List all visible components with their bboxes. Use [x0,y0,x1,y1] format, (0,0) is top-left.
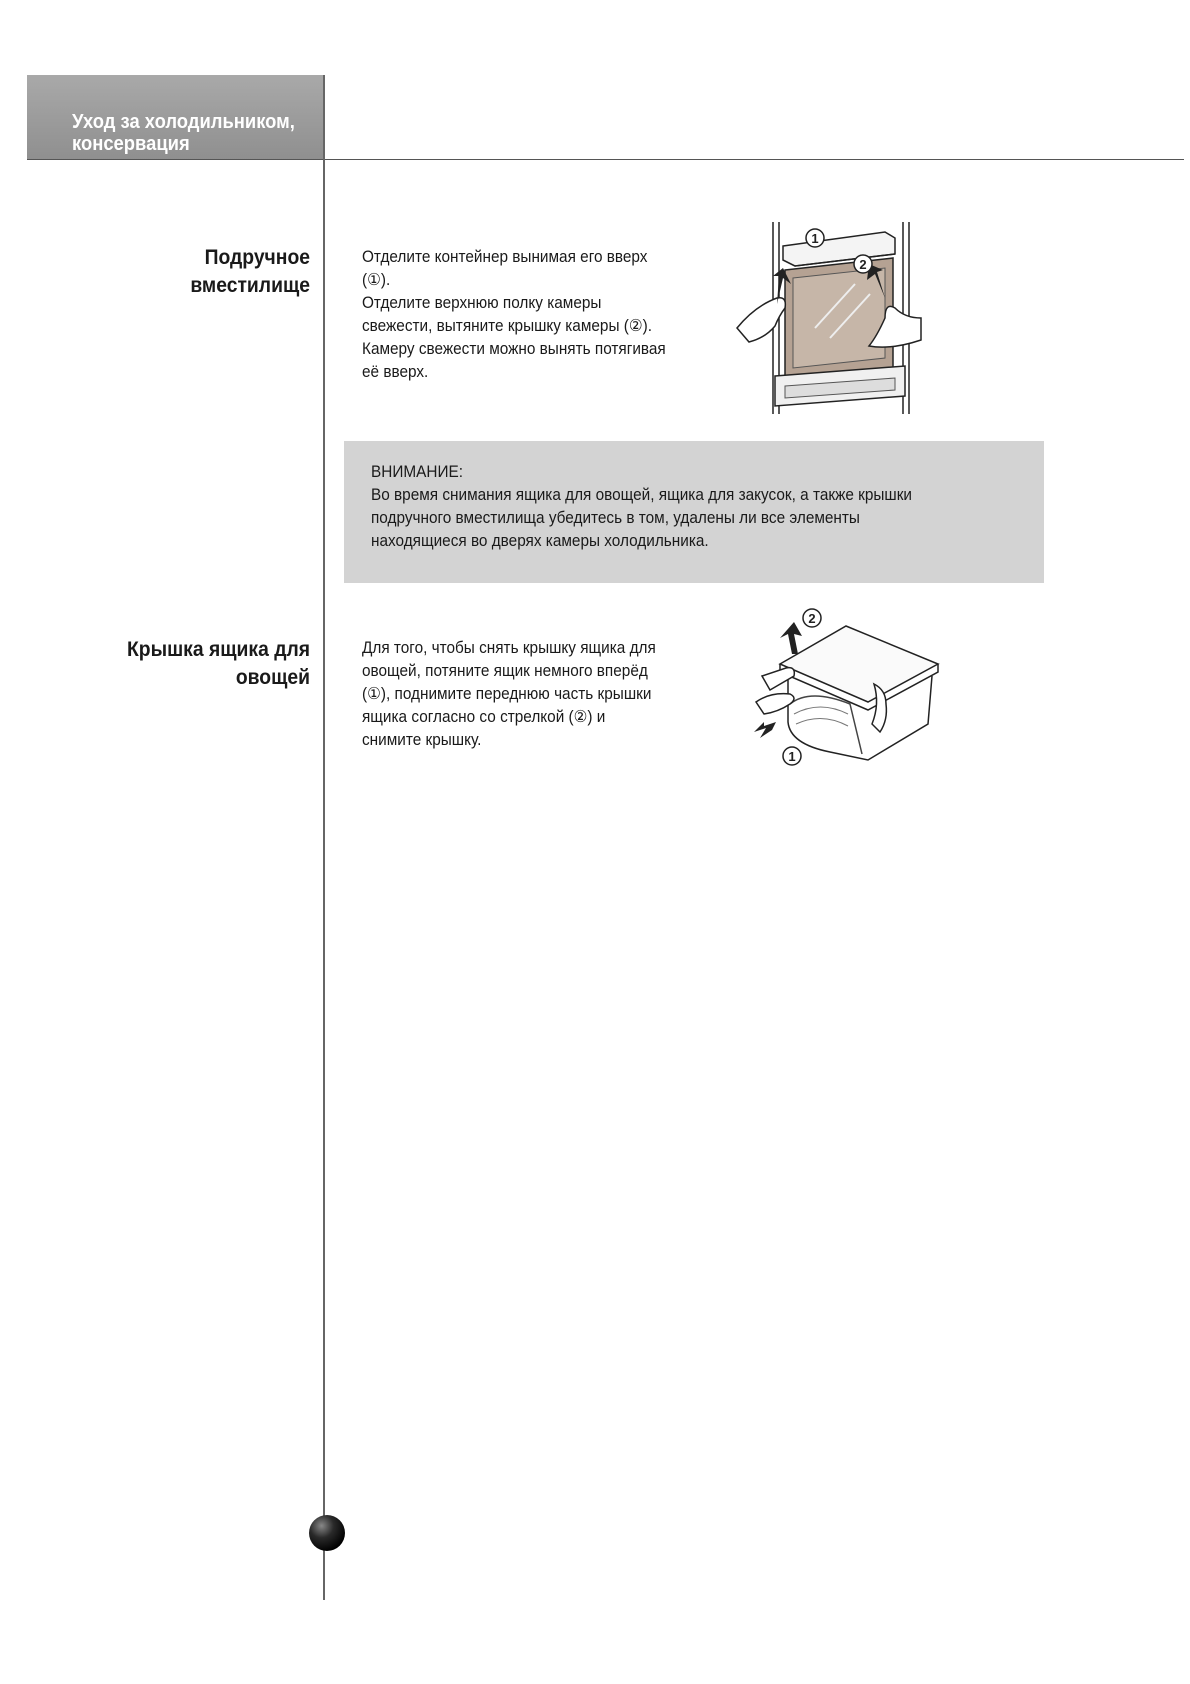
section-1-text-line: (①). [362,271,391,289]
header-title-line-1: Уход за холодильником, [72,111,295,133]
vertical-divider [323,75,325,1600]
warning-box [344,441,1044,583]
section-2-text-line: (①), поднимите переднюю часть крышки [362,685,652,703]
section-1-text-line: её вверх. [362,363,429,381]
section-1-text-line: Отделите верхнюю полку камеры [362,294,602,312]
marker-2: 2 [808,611,816,626]
section-2-text [362,637,688,752]
warning-title: ВНИМАНИЕ: [371,463,463,481]
warning-line: находящиеся во дверях камеры холодильника. [371,532,709,550]
section-2-heading-line-2: овощей [235,666,310,689]
section-1-heading-line-1: Подручное [204,246,310,269]
section-1-text [362,246,688,384]
section-2-text-line: Для того, чтобы снять крышку ящика для [362,639,656,657]
section-1-text-line: свежести, вытяните крышку камеры (②). [362,317,652,335]
section-1-heading [108,244,310,300]
warning-content [371,461,912,553]
warning-line: Во время снимания ящика для овощей, ящика для закусок, а также крышки [371,486,913,504]
vegetable-drawer-cover-illustration [750,604,950,774]
header-title-line-2: консервация [72,133,190,155]
warning-line: подручного вместилища убедитесь в том, удалены ли все элементы [371,509,860,527]
section-1-heading-line-2: вместилище [190,274,310,297]
section-1-text-line: Отделите контейнер вынимая его вверх [362,248,648,266]
header-divider [27,159,1184,160]
section-header-title [72,111,302,155]
page-marker-dot [309,1515,345,1551]
door-bin-removal-illustration [735,218,925,418]
section-2-text-line: овощей, потяните ящик немного вперёд [362,662,648,680]
marker-1: 1 [811,231,819,246]
section-header [27,75,323,160]
section-2-text-line: ящика согласно со стрелкой (②) и [362,708,606,726]
section-2-heading-line-1: Крышка ящика для [126,638,310,661]
marker-2: 2 [859,257,867,272]
section-1-text-line: Камеру свежести можно вынять потягивая [362,340,666,358]
section-2-text-line: снимите крышку. [362,731,482,749]
section-2-heading [108,636,310,692]
marker-1: 1 [788,749,796,764]
